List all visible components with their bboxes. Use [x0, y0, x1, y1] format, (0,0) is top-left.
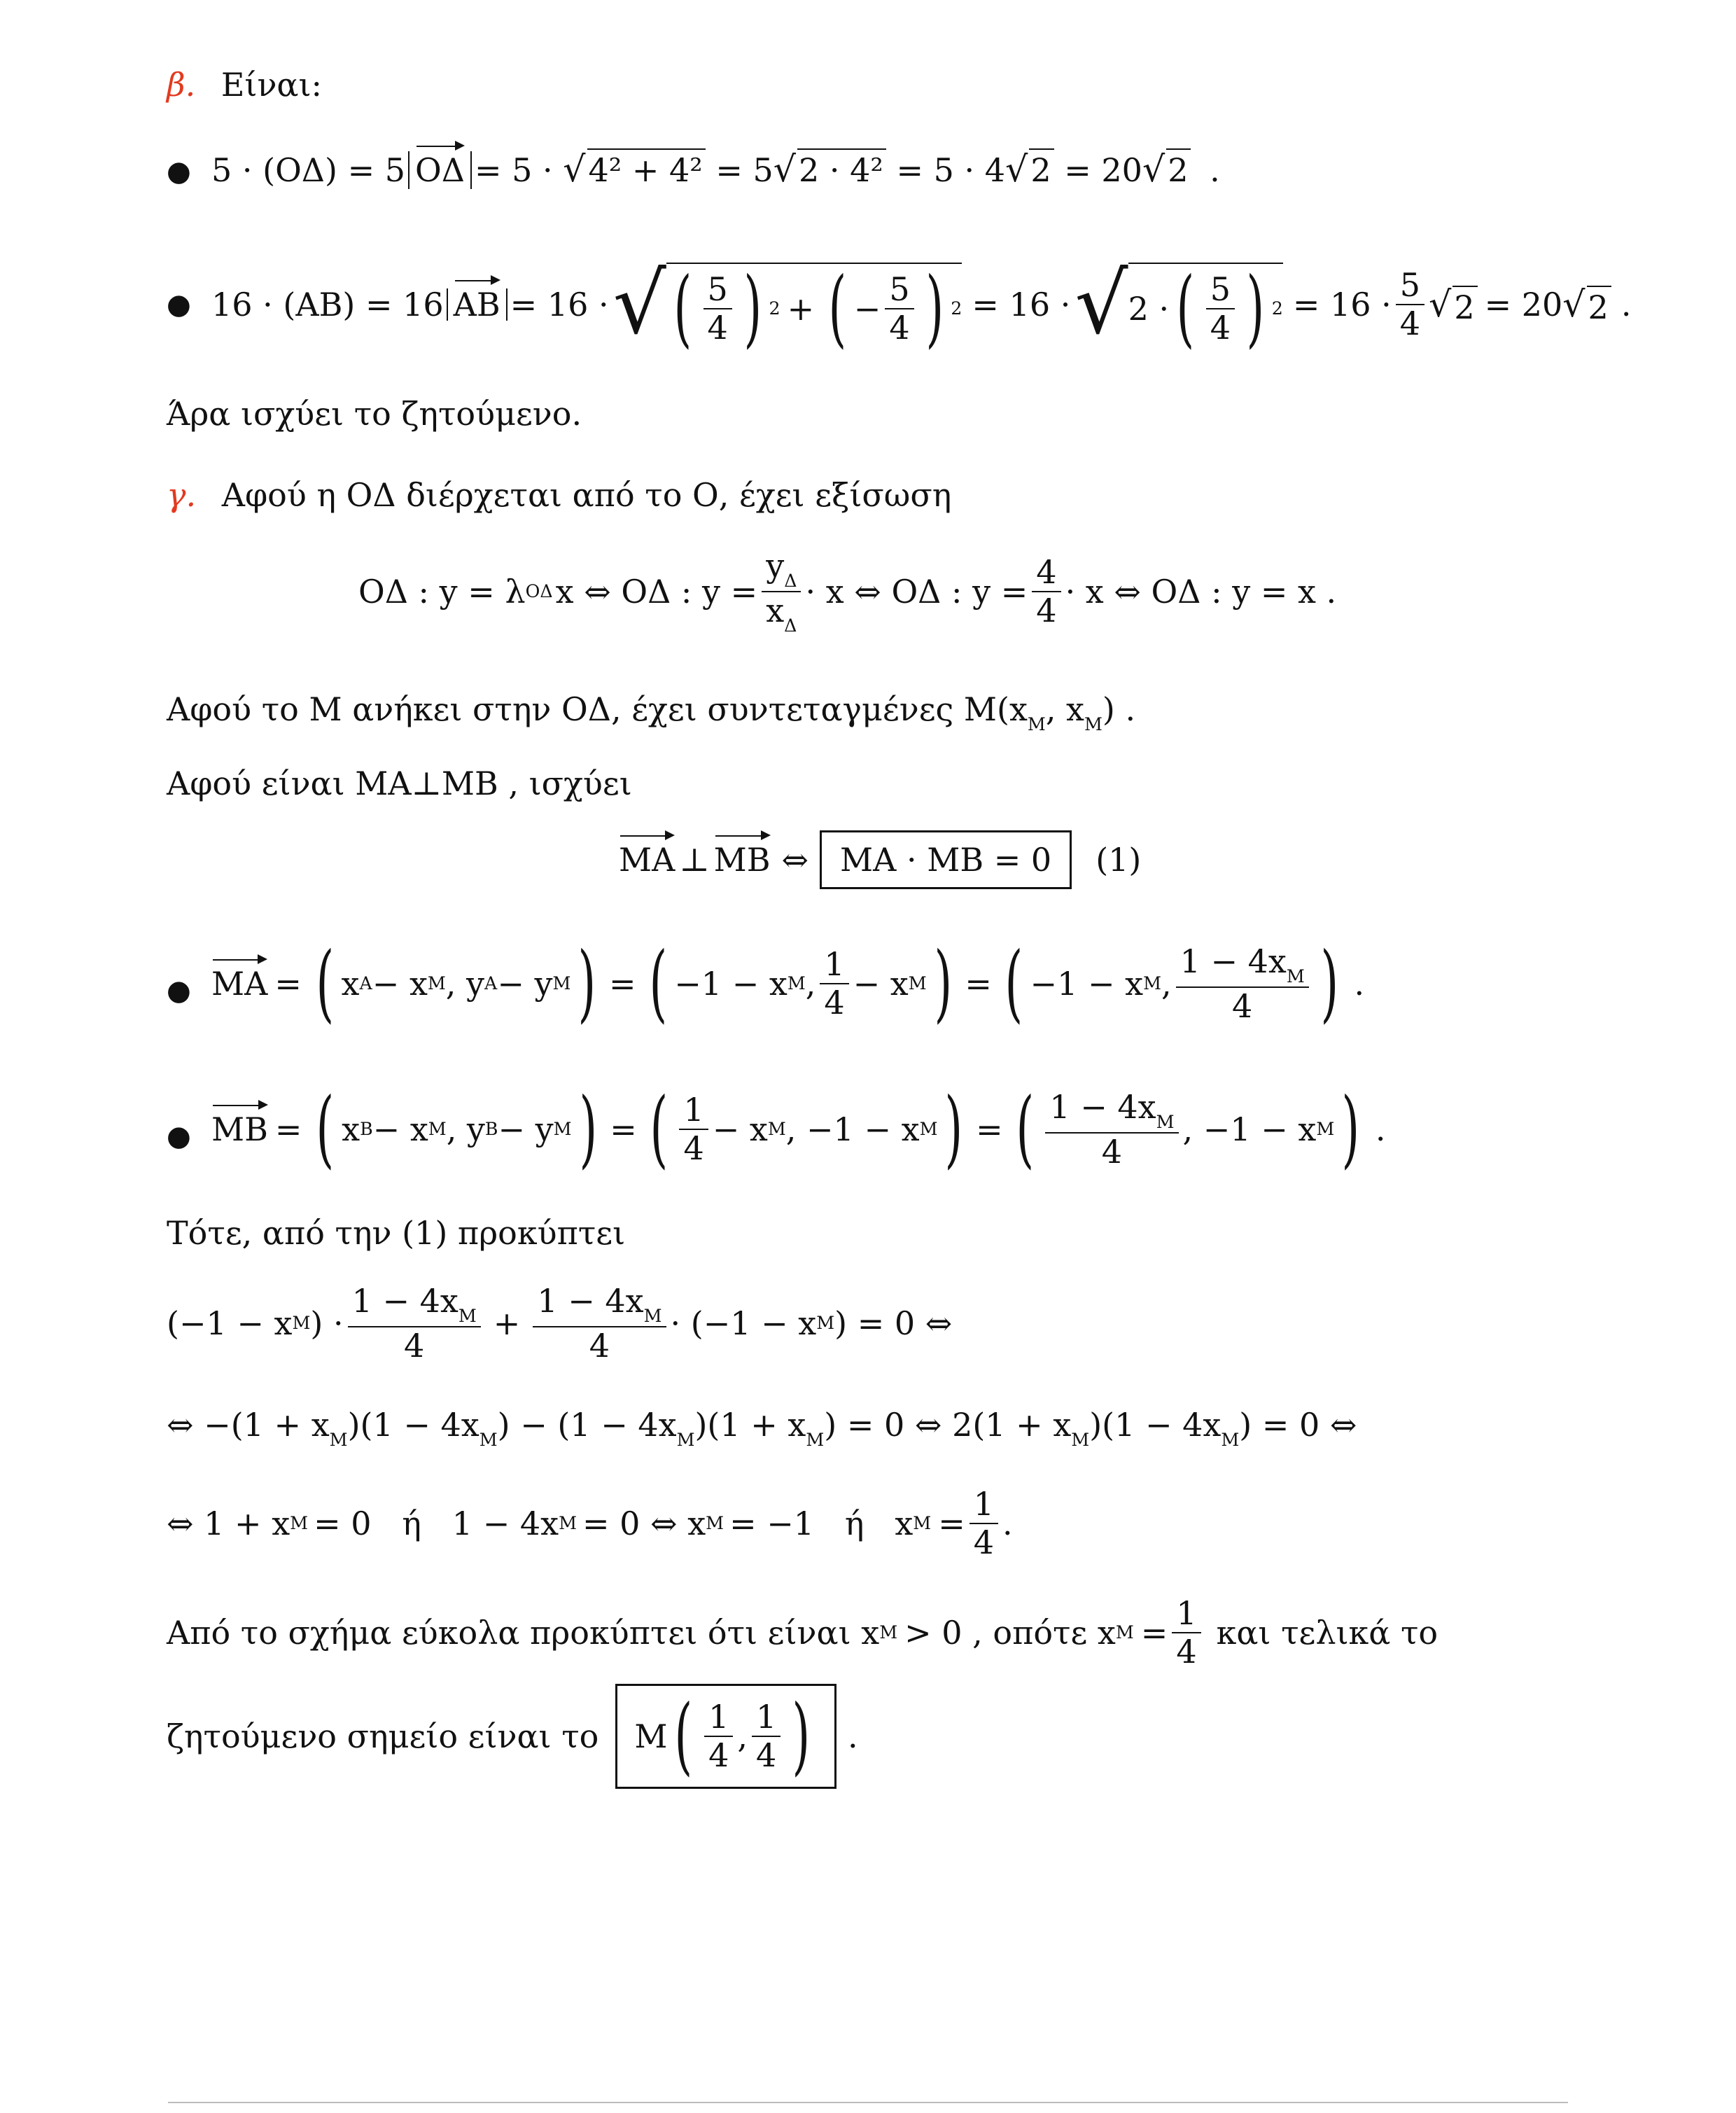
equation-long-2: ⇔ $-(1 + x_M)(1 - 4x_M) - (1 - 4x_M)(1 + x_M) = 0$ ⇔ $2(1 + x_M)(1 - 4x_M) = 0$ ⇔: [167, 1406, 1357, 1450]
line-answer: ζητούμενο σημείο είναι το M ( $\frac{1}{4}$ , $\frac{1}{4}$ ) .: [167, 1680, 858, 1792]
part-gamma-heading: [167, 476, 952, 514]
equation-vector-ma: MA = ( x A − x M , y A − y M ) = ( −1 − x M , $\frac{1}{4}$ − x M ) = ( −1 − x M , $\frac{1 - 4x_M}{4}$ ) .: [211, 935, 1365, 1033]
equation-vector-mb: MB = ( x B − x M , y B − y M ) = ( $\frac{1}{4}$ − x M , −1 − x M ) = ( $\frac{1 - 4x_M}{4}$ , −1 − x M ) .: [211, 1080, 1386, 1178]
part-gamma-label: γ.: [167, 476, 197, 514]
bullet-1: ●: [167, 155, 191, 188]
page-footer-rule: [168, 2102, 1568, 2103]
equation-perpendicular: MA ⊥ MB ⇔ MA · MB = 0 (1): [619, 832, 1141, 888]
boxed-dot-product: MA · MB = 0: [820, 830, 1072, 889]
boxed-answer-point: M ( $\frac{1}{4}$ , $\frac{1}{4}$ ): [615, 1684, 836, 1789]
part-beta-label: β.: [167, 66, 196, 104]
part-beta-heading: [167, 66, 323, 104]
line-final-condition: Από το σχήμα εύκολα προκύπτει ότι είναι x M > 0 , οπότε x M = $\frac{1}{4}$ και τελικά το: [167, 1594, 1438, 1671]
equation-od-line: ΟΔ : y = λ ΟΔ x ⇔ ΟΔ : y = $\frac{y_\Delta}{x_\Delta}$ · x ⇔ ΟΔ : y = $\frac{4}{4}$ · x ⇔ ΟΔ : y = x .: [358, 547, 1337, 636]
bullet-2: ●: [167, 288, 191, 321]
equation-long-1: (−1 − x M ) · $\frac{1 - 4x_M}{4}$ + $\frac{1 - 4x_M}{4}$ · (−1 − x M ) = 0 ⇔: [167, 1281, 953, 1365]
bullet-ma: ●: [167, 975, 191, 1007]
part-beta-text: Είναι:: [220, 66, 323, 104]
conclusion-beta: Άρα ισχύει το ζητούμενο.: [167, 395, 582, 433]
equation-od-length: 5 · (ΟΔ) = 5 ΟΔ = 5 · √4² + 4² = 5√2 · 4² = 5 · 4√2 = 20√2 .: [211, 148, 1220, 190]
line-perpendicular: Αφού είναι ΜΑ⊥ΜΒ , ισχύει: [167, 765, 632, 802]
part-gamma-text: Αφού η ΟΔ διέρχεται από το Ο, έχει εξίσωση: [221, 476, 952, 514]
equation-long-3: ⇔ 1 + x M = 0 ή 1 − 4x M = 0 ⇔ x M = −1 ή x M = $\frac{1}{4}$ .: [167, 1485, 1013, 1561]
equation-ab-length: 16 · (ΑΒ) = 16 ΑΒ = 16 · √ ( $\frac{5}{4}$ ) 2 + ( − $\frac{5}{4}$ ) 2 = 16 · √ 2 · ( $\frac{5}{4}$ ) 2 = 16 · $\frac{5}{4}$ √ 2 = 20 √ 2 .: [211, 256, 1632, 358]
line-then: Τότε, από την (1) προκύπτει: [167, 1214, 626, 1252]
line-m-coordinates: Αφού το Μ ανήκει στην ΟΔ, έχει συντεταγμένες $M(x_M$, $x_M$) .: [167, 690, 1136, 734]
bullet-mb: ●: [167, 1120, 191, 1152]
